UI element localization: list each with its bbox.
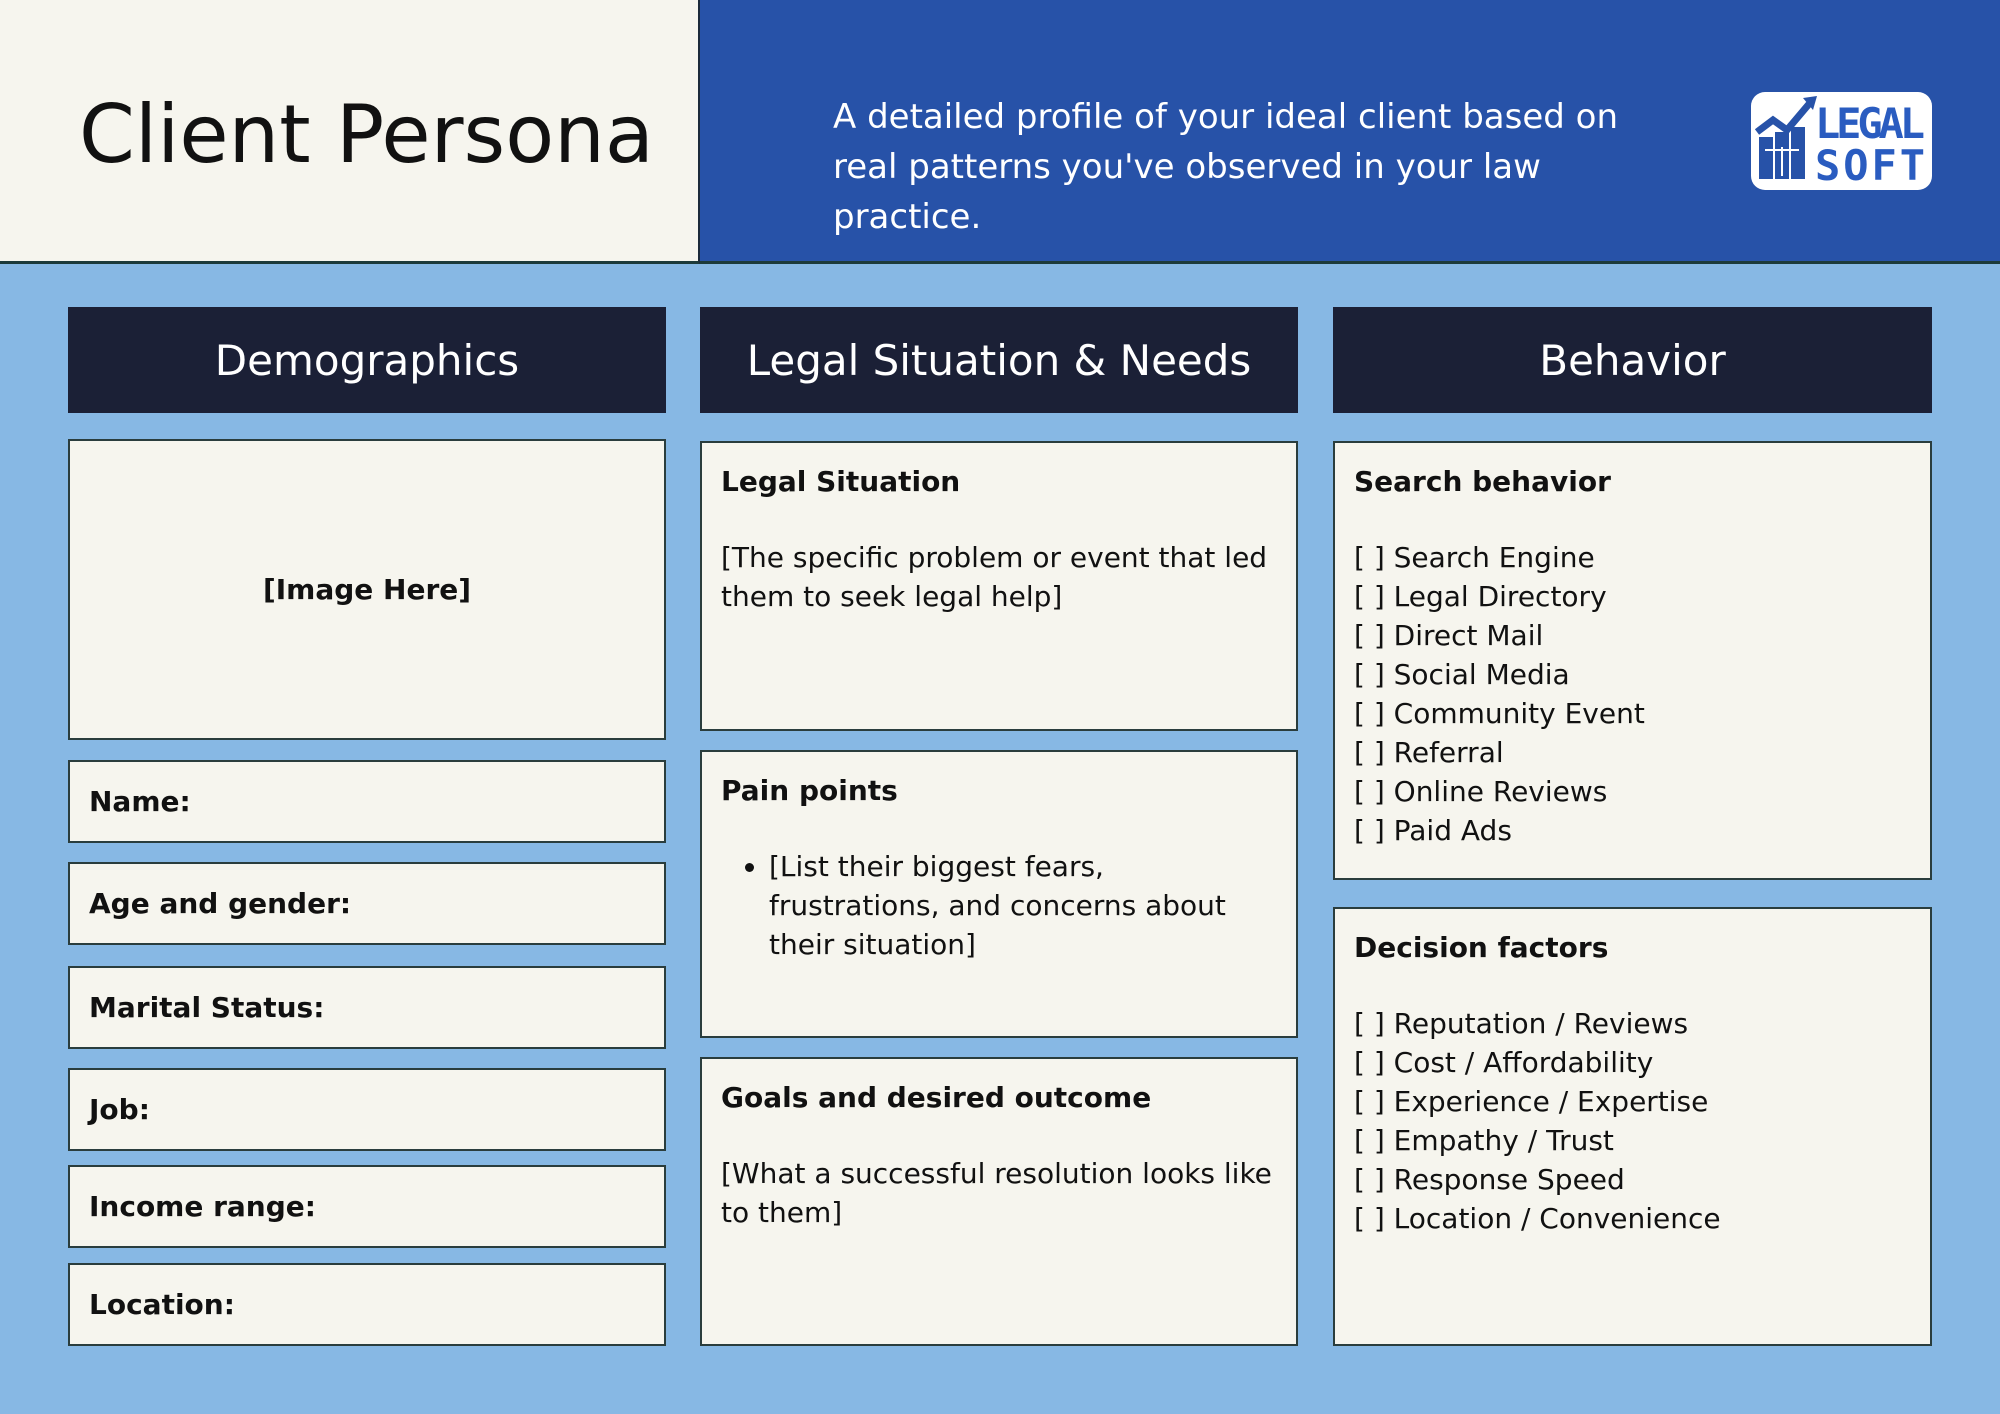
checkbox-item[interactable]: [ ] Paid Ads bbox=[1354, 814, 1512, 847]
checkbox-item[interactable]: [ ] Social Media bbox=[1354, 658, 1570, 691]
checkbox-item[interactable]: [ ] Community Event bbox=[1354, 697, 1645, 730]
job-field[interactable]: Job: bbox=[68, 1068, 666, 1151]
page-subtitle: A detailed profile of your ideal client based on real patterns you've observed in your law practice. bbox=[833, 97, 1618, 237]
checkbox-item[interactable]: [ ] Cost / Affordability bbox=[1354, 1046, 1654, 1079]
card-title: Search behavior bbox=[1354, 465, 1611, 498]
checkbox-item[interactable]: [ ] Response Speed bbox=[1354, 1163, 1625, 1196]
age-gender-field[interactable]: Age and gender: bbox=[68, 862, 666, 945]
column-header-legal: Legal Situation & Needs bbox=[700, 307, 1298, 413]
list-item: • [List their biggest fears, frustrations, and concerns about their situation] bbox=[769, 847, 1277, 964]
marital-status-field[interactable]: Marital Status: bbox=[68, 966, 666, 1049]
card-title: Legal Situation bbox=[721, 465, 961, 498]
legal-situation-card bbox=[700, 441, 1298, 731]
card-title: Goals and desired outcome bbox=[721, 1081, 1152, 1114]
goals-card bbox=[700, 1057, 1298, 1346]
image-placeholder: [Image Here] bbox=[68, 439, 666, 740]
checkbox-item[interactable]: [ ] Location / Convenience bbox=[1354, 1202, 1721, 1235]
checkbox-item[interactable]: [ ] Empathy / Trust bbox=[1354, 1124, 1614, 1157]
card-title: Pain points bbox=[721, 774, 898, 807]
column-header-demographics: Demographics bbox=[68, 307, 666, 413]
checkbox-item[interactable]: [ ] Legal Directory bbox=[1354, 580, 1607, 613]
page-title: Client Persona bbox=[79, 88, 654, 181]
legalsoft-logo bbox=[1751, 92, 1932, 190]
card-text: [The specific problem or event that led them to seek legal help] bbox=[721, 541, 1268, 613]
card-text: [What a successful resolution looks like to them] bbox=[721, 1157, 1272, 1229]
column-header-behavior: Behavior bbox=[1333, 307, 1932, 413]
checkbox-item[interactable]: [ ] Direct Mail bbox=[1354, 619, 1544, 652]
location-field[interactable]: Location: bbox=[68, 1263, 666, 1346]
checkbox-item[interactable]: [ ] Online Reviews bbox=[1354, 775, 1608, 808]
checkbox-item[interactable]: [ ] Search Engine bbox=[1354, 541, 1595, 574]
checkbox-item[interactable]: [ ] Reputation / Reviews bbox=[1354, 1007, 1689, 1040]
card-title: Decision factors bbox=[1354, 931, 1609, 964]
checkbox-item[interactable]: [ ] Experience / Expertise bbox=[1354, 1085, 1709, 1118]
svg-text:LEGAL: LEGAL bbox=[1815, 99, 1925, 148]
svg-text:SOFT: SOFT bbox=[1815, 141, 1925, 190]
checkbox-item[interactable]: [ ] Referral bbox=[1354, 736, 1504, 769]
pain-points-card bbox=[700, 750, 1298, 1038]
decision-factors-card bbox=[1333, 907, 1932, 1346]
search-behavior-card bbox=[1333, 441, 1932, 880]
income-field[interactable]: Income range: bbox=[68, 1165, 666, 1248]
name-field[interactable]: Name: bbox=[68, 760, 666, 843]
